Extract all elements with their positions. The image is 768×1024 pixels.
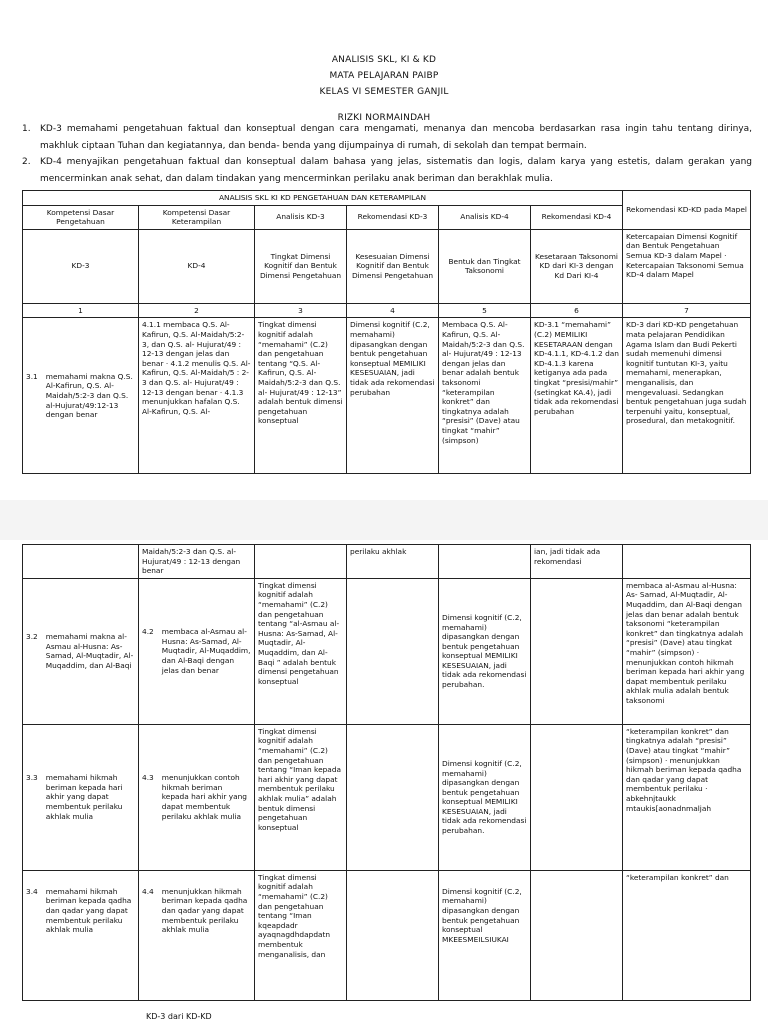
col-number: 6 xyxy=(531,303,623,318)
cell-rekomendasi-mapel: membaca al-Asmau al-Husna: As- Samad, Al-Muqtadir, Al-Muqaddim, dan Al-Baqi dengan jelas dan benar adalah bentuk taksonomi “keterampilan konkret” dan tingkatnya adalah “presisi” (Dave) atau tingkat “mahir” (simpson) · menunjukkan contoh hikmah beriman kepada hari akhir yang dapat membentuk perilaku akhlak mulia adalah bentuk taksonomi xyxy=(623,578,751,724)
cell-kd3 xyxy=(23,318,139,474)
cell-analisis-kd4: Membaca Q.S. Al-Kafirun, Q.S. Al-Maidah/5:2-3 dan Q.S. al- Hujurat/49 : 12-13 dengan jelas dan benar adalah bentuk taksonomi “keterampilan konkret” dan tingkatnya adalah “presisi” (Dave) atau tingkat “mahir” (simpson) xyxy=(439,318,531,474)
cell-analisis-kd3: Tingkat dimensi kognitif adalah “memahami” (C.2) dan pengetahuan tentang “Q.S. Al-Kafirun, Q.S. Al-Maidah/5:2-3 dan Q.S. al- Hujurat/49 : 12-13” adalah bentuk dimensi pengetahuan konseptual xyxy=(255,318,347,474)
intro-text: KD-3 memahami pengetahuan faktual dan konseptual dengan cara mengamati, menanya dan mencoba berdasarkan rasa ingin tahu tentang dirinya, makhluk ciptaan Tuhan dan kegiatannya, dan benda- benda yang dijumpainya di rumah, di sekolah dan tempat bermain. xyxy=(40,124,752,151)
page-gap xyxy=(0,500,768,540)
subheader-rekomendasi-kd4: Kesetaraan Taksonomi KD dari KI-3 dengan Kd Dari KI-4 xyxy=(531,229,623,303)
cell-analisis-kd3 xyxy=(255,545,347,579)
cell-rekomendasi-mapel xyxy=(623,545,751,579)
table-row xyxy=(23,870,751,1000)
col-number: 7 xyxy=(623,303,751,318)
doc-class: KELAS VI SEMESTER GANJIL xyxy=(319,87,449,97)
table-title: ANALISIS SKL KI KD PENGETAHUAN DAN KETERAMPILAN xyxy=(23,191,623,206)
cell-rekomendasi-mapel: “keterampilan konkret” dan tingkatnya adalah “presisi” (Dave) atau tingkat “mahir” (simpson) · menunjukkan hikmah beriman kepada qadha dan qadar yang dapat membentuk perilaku · abkehnjtaukk mtaukis[aonadnmaljah xyxy=(623,724,751,870)
page-footer-text: KD-3 dari KD-KD xyxy=(146,1012,212,1021)
cell-kd4 xyxy=(139,724,255,870)
cell-rekomendasi-kd4 xyxy=(531,724,623,870)
cell-kd4 xyxy=(139,578,255,724)
kd4-number: 4.2 xyxy=(142,627,154,637)
header-analisis-kd3: Analisis KD-3 xyxy=(255,205,347,229)
cell-kd3 xyxy=(23,724,139,870)
analisis-kd4-text: Dimensi kognitif (C.2, memahami) dipasangkan dengan bentuk pengetahuan konseptual MKEESMEILSIUKAI xyxy=(442,886,522,944)
kd3-number: 3.3 xyxy=(26,773,38,783)
cell-rekomendasi-kd3 xyxy=(347,870,439,1000)
subheader-rekomendasi-mapel: Ketercapaian Dimensi Kognitif dan Bentuk Pengetahuan Semua KD-3 dalam Mapel · Ketercapaian Taksonomi Semua KD-4 dalam Mapel xyxy=(623,229,751,303)
cell-rekomendasi-kd4: KD-3.1 “memahami” (C.2) MEMILIKI KESETARAAN dengan KD-4.1.1, KD-4.1.2 dan KD-4.1.3 karena ketiganya ada pada tingkat “presisi/mahir” (setingkat KA.4), jadi tidak ada rekomendasi perubahan xyxy=(531,318,623,474)
analysis-table-top xyxy=(22,190,751,474)
table-row xyxy=(23,545,751,579)
cell-kd4: Maidah/5:2-3 dan Q.S. al-Hujurat/49 : 12-13 dengan benar xyxy=(139,545,255,579)
kd3-number: 3.4 xyxy=(26,886,38,896)
intro-num: 1. xyxy=(22,124,31,134)
col-number: 3 xyxy=(255,303,347,318)
doc-title: ANALISIS SKL, KI & KD xyxy=(331,55,437,65)
cell-rekomendasi-mapel: “keterampilan konkret” dan xyxy=(623,870,751,1000)
col-number: 5 xyxy=(439,303,531,318)
kd3-text: memahami makna Q.S. Al-Kafirun, Q.S. Al-Maidah/5:2-3 dan Q.S. al-Hujurat/49:12-13 dengan benar xyxy=(45,371,133,420)
doc-subject: MATA PELAJARAN PAIBP xyxy=(329,71,439,81)
cell-analisis-kd3: Tingkat dimensi kognitif adalah “memahami” (C.2) dan pengetahuan tentang “Iman kepada hari akhir yang dapat membentuk perilaku akhlak mulia” adalah bentuk dimensi pengetahuan konseptual xyxy=(255,724,347,870)
col-number: 1 xyxy=(23,303,139,318)
col-number: 4 xyxy=(347,303,439,318)
subheader-analisis-kd4: Bentuk dan Tingkat Taksonomi xyxy=(439,229,531,303)
subheader-rekomendasi-kd3: Kesesuaian Dimensi Kognitif dan Bentuk Dimensi Pengetahuan xyxy=(347,229,439,303)
kd4-number: 4.4 xyxy=(142,886,154,896)
cell-analisis-kd3: Tingkat dimensi kognitif adalah “memahami” (C.2) dan pengetahuan tentang “al-Asmau al- Husna: As-Samad, Al-Muqtadir, Al-Muqaddim, dan Al- Baqi ” adalah bentuk dimensi pengetahuan konseptual xyxy=(255,578,347,724)
cell-rekomendasi-kd3: perilaku akhlak xyxy=(347,545,439,579)
subheader-analisis-kd3: Tingkat Dimensi Kognitif dan Bentuk Dimensi Pengetahuan xyxy=(255,229,347,303)
cell-analisis-kd4 xyxy=(439,870,531,1000)
document-page-2 xyxy=(0,540,768,1024)
intro-text: KD-4 menyajikan pengetahuan faktual dan konseptual dalam bahasa yang jelas, sistematis dan logis, dalam karya yang estetis, dalam gerakan yang mencerminkan anak sehat, dan dalam tindakan yang mencerminkan perilaku anak beriman dan berakhlak mulia. xyxy=(40,157,752,184)
cell-rekomendasi-kd3: Dimensi kognitif (C.2, memahami) dipasangkan dengan bentuk pengetahuan konseptual MEMILIKI KESESUAIAN, jadi tidak ada rekomendasi perubahan xyxy=(347,318,439,474)
cell-rekomendasi-kd4: ian, jadi tidak ada rekomendasi xyxy=(531,545,623,579)
analysis-table-bottom xyxy=(22,544,751,1001)
header-analisis-kd4: Analisis KD-4 xyxy=(439,205,531,229)
cell-analisis-kd4: Dimensi kognitif (C.2, memahami) dipasangkan dengan bentuk pengetahuan konseptual MEMILIKI KESESUAIAN, jadi tidak ada rekomendasi perubahan. xyxy=(439,578,531,724)
cell-kd4 xyxy=(139,870,255,1000)
doc-author: RIZKI NORMAINDAH xyxy=(337,113,431,123)
header-kd-keterampilan: Kompetensi Dasar Keterampilan xyxy=(139,205,255,229)
kd4-text: menunjukkan hikmah beriman kepada qadha dan qadar yang dapat membentuk perilaku akhlak mulia xyxy=(161,886,248,935)
cell-rekomendasi-kd3 xyxy=(347,724,439,870)
intro-num: 2. xyxy=(22,157,31,167)
table-row xyxy=(23,318,751,474)
cell-analisis-kd3: Tingkat dimensi kognitif adalah “memahami” (C.2) dan pengetahuan tentang “Iman kqeapdadr ayaqnagdhdapdatn membentuk menganalisis, dan xyxy=(255,870,347,1000)
cell-kd3 xyxy=(23,870,139,1000)
table-row xyxy=(23,578,751,724)
cell-kd3 xyxy=(23,545,139,579)
kd3-text: memahami hikmah beriman kepada hari akhir yang dapat membentuk perilaku akhlak mulia xyxy=(45,773,123,821)
table-row xyxy=(23,724,751,870)
kd4-text: menunjukkan contoh hikmah beriman kepada hari akhir yang dapat membentuk perilaku akhlak mulia xyxy=(161,773,247,821)
kd4-text: membaca al-Asmau al-Husna: As-Samad, Al-Muqtadir, Al-Muqaddim, dan Al-Baqi dengan jelas dan benar xyxy=(161,627,251,675)
cell-rekomendasi-kd4 xyxy=(531,870,623,1000)
cell-rekomendasi-kd4 xyxy=(531,578,623,724)
kd3-text: memahami hikmah beriman kepada qadha dan qadar yang dapat membentuk perilaku akhlak mulia xyxy=(45,886,132,935)
cell-kd4: 4.1.1 membaca Q.S. Al-Kafirun, Q.S. Al-Maidah/5:2-3, dan Q.S. al- Hujurat/49 : 12-13 dengan jelas dan benar · 4.1.2 menulis Q.S. Al-Kafirun, Q.S. Al-Maidah/5 : 2-3 dan Q.S. al- Hujurat/49 : 12-13 dengan benar · 4.1.3 menunjukkan hafalan Q.S. Al-Kafirun, Q.S. Al- xyxy=(139,318,255,474)
kd4-number: 4.3 xyxy=(142,773,154,783)
kd3-number: 3.2 xyxy=(26,632,38,642)
cell-analisis-kd4: Dimensi kognitif (C.2, memahami) dipasangkan dengan bentuk pengetahuan konseptual MEMILIKI KESESUAIAN, jadi tidak ada rekomendasi perubahan. xyxy=(439,724,531,870)
subheader-kd3: KD-3 xyxy=(23,229,139,303)
kd3-number: 3.1 xyxy=(26,371,38,381)
header-kd-pengetahuan: Kompetensi Dasar Pengetahuan xyxy=(23,205,139,229)
header-rekomendasi-kd-kd: Rekomendasi KD-KD pada Mapel xyxy=(623,191,751,230)
header-rekomendasi-kd4: Rekomendasi KD-4 xyxy=(531,205,623,229)
document-page-1 xyxy=(0,0,768,500)
cell-rekomendasi-kd3 xyxy=(347,578,439,724)
cell-analisis-kd4 xyxy=(439,545,531,579)
cell-rekomendasi-mapel: KD-3 dari KD-KD pengetahuan mata pelajaran Pendidikan Agama Islam dan Budi Pekerti sudah memenuhi dimensi kognitif tuntutan KI-3, yaitu memahami, menerapkan, menganalisis, dan mengevaluasi. Sedangkan bentuk pengetahuan juga sudah terpenuhi yaitu, konseptual, prosedural, dan metakognitif. xyxy=(623,318,751,474)
kd3-text: memahami makna al-Asmau al-Husna: As-Samad, Al-Muqtadir, Al-Muqaddim, dan Al-Baqi xyxy=(45,632,134,670)
col-number: 2 xyxy=(139,303,255,318)
cell-kd3 xyxy=(23,578,139,724)
subheader-kd4: KD-4 xyxy=(139,229,255,303)
header-rekomendasi-kd3: Rekomendasi KD-3 xyxy=(347,205,439,229)
